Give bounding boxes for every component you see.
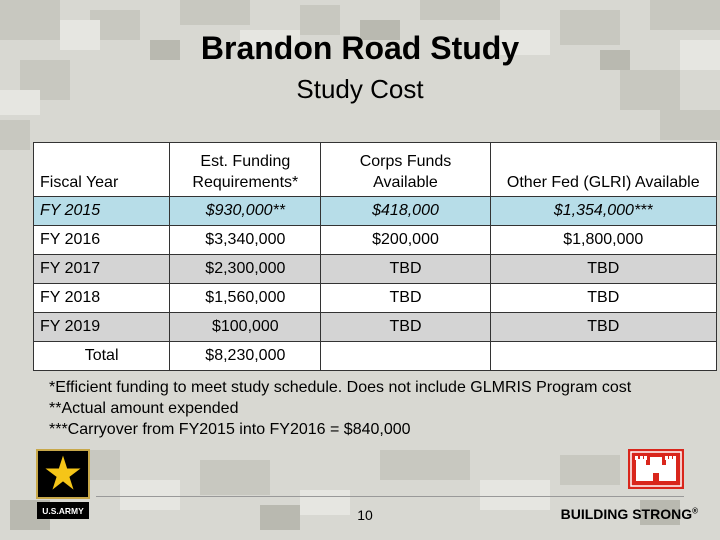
table-row [34,313,717,342]
header-fiscal-year: Fiscal Year [34,143,170,197]
cell-corps: TBD [321,255,490,284]
cell-est: $100,000 [170,313,321,342]
cell-corps: $200,000 [321,226,490,255]
corps-castle-logo [628,449,684,489]
slide-subtitle: Study Cost [296,74,424,104]
header-est-funding: Est. Funding Requirements* [170,143,321,197]
table-row [34,255,717,284]
header-corps-funds: Corps Funds Available [321,143,490,197]
cell-est: $3,340,000 [170,226,321,255]
cell-year: FY 2017 [34,255,170,284]
army-logo-text: U.S.ARMY [42,506,84,516]
registered-icon: ® [692,506,698,516]
footnote-3: ***Carryover from FY2015 into FY2016 = $840,000 [49,421,411,438]
footnote-2: **Actual amount expended [49,400,239,417]
cell-est: $930,000** [170,197,321,226]
study-cost-table [33,142,717,371]
table-header-row [34,143,717,197]
footnote-1: *Efficient funding to meet study schedule. Does not include GLMRIS Program cost [49,379,632,396]
footnotes [49,377,631,440]
table-row [34,284,717,313]
cell-other: TBD [490,255,716,284]
tagline-text: BUILDING STRONG [560,506,693,522]
cell-other: $1,800,000 [490,226,716,255]
slide-title: Brandon Road Study [200,30,520,66]
cell-year: FY 2018 [34,284,170,313]
us-army-logo [36,449,90,521]
building-strong-tagline [561,506,698,522]
cell-other: TBD [490,284,716,313]
table-total-row [34,342,717,371]
page-number: 10 [357,507,373,523]
cell-corps: TBD [321,284,490,313]
cell-corps [321,342,490,371]
header-other-fed: Other Fed (GLRI) Available [490,143,716,197]
cell-est: $8,230,000 [170,342,321,371]
cell-corps: TBD [321,313,490,342]
table-row [34,197,717,226]
table-row [34,226,717,255]
cell-year: FY 2019 [34,313,170,342]
cell-est: $1,560,000 [170,284,321,313]
cell-year: Total [34,342,170,371]
cell-other: TBD [490,313,716,342]
cell-corps: $418,000 [321,197,490,226]
cell-est: $2,300,000 [170,255,321,284]
cell-year: FY 2015 [34,197,170,226]
cell-year: FY 2016 [34,226,170,255]
footer-divider [96,496,684,497]
cell-other [490,342,716,371]
cell-other: $1,354,000*** [490,197,716,226]
